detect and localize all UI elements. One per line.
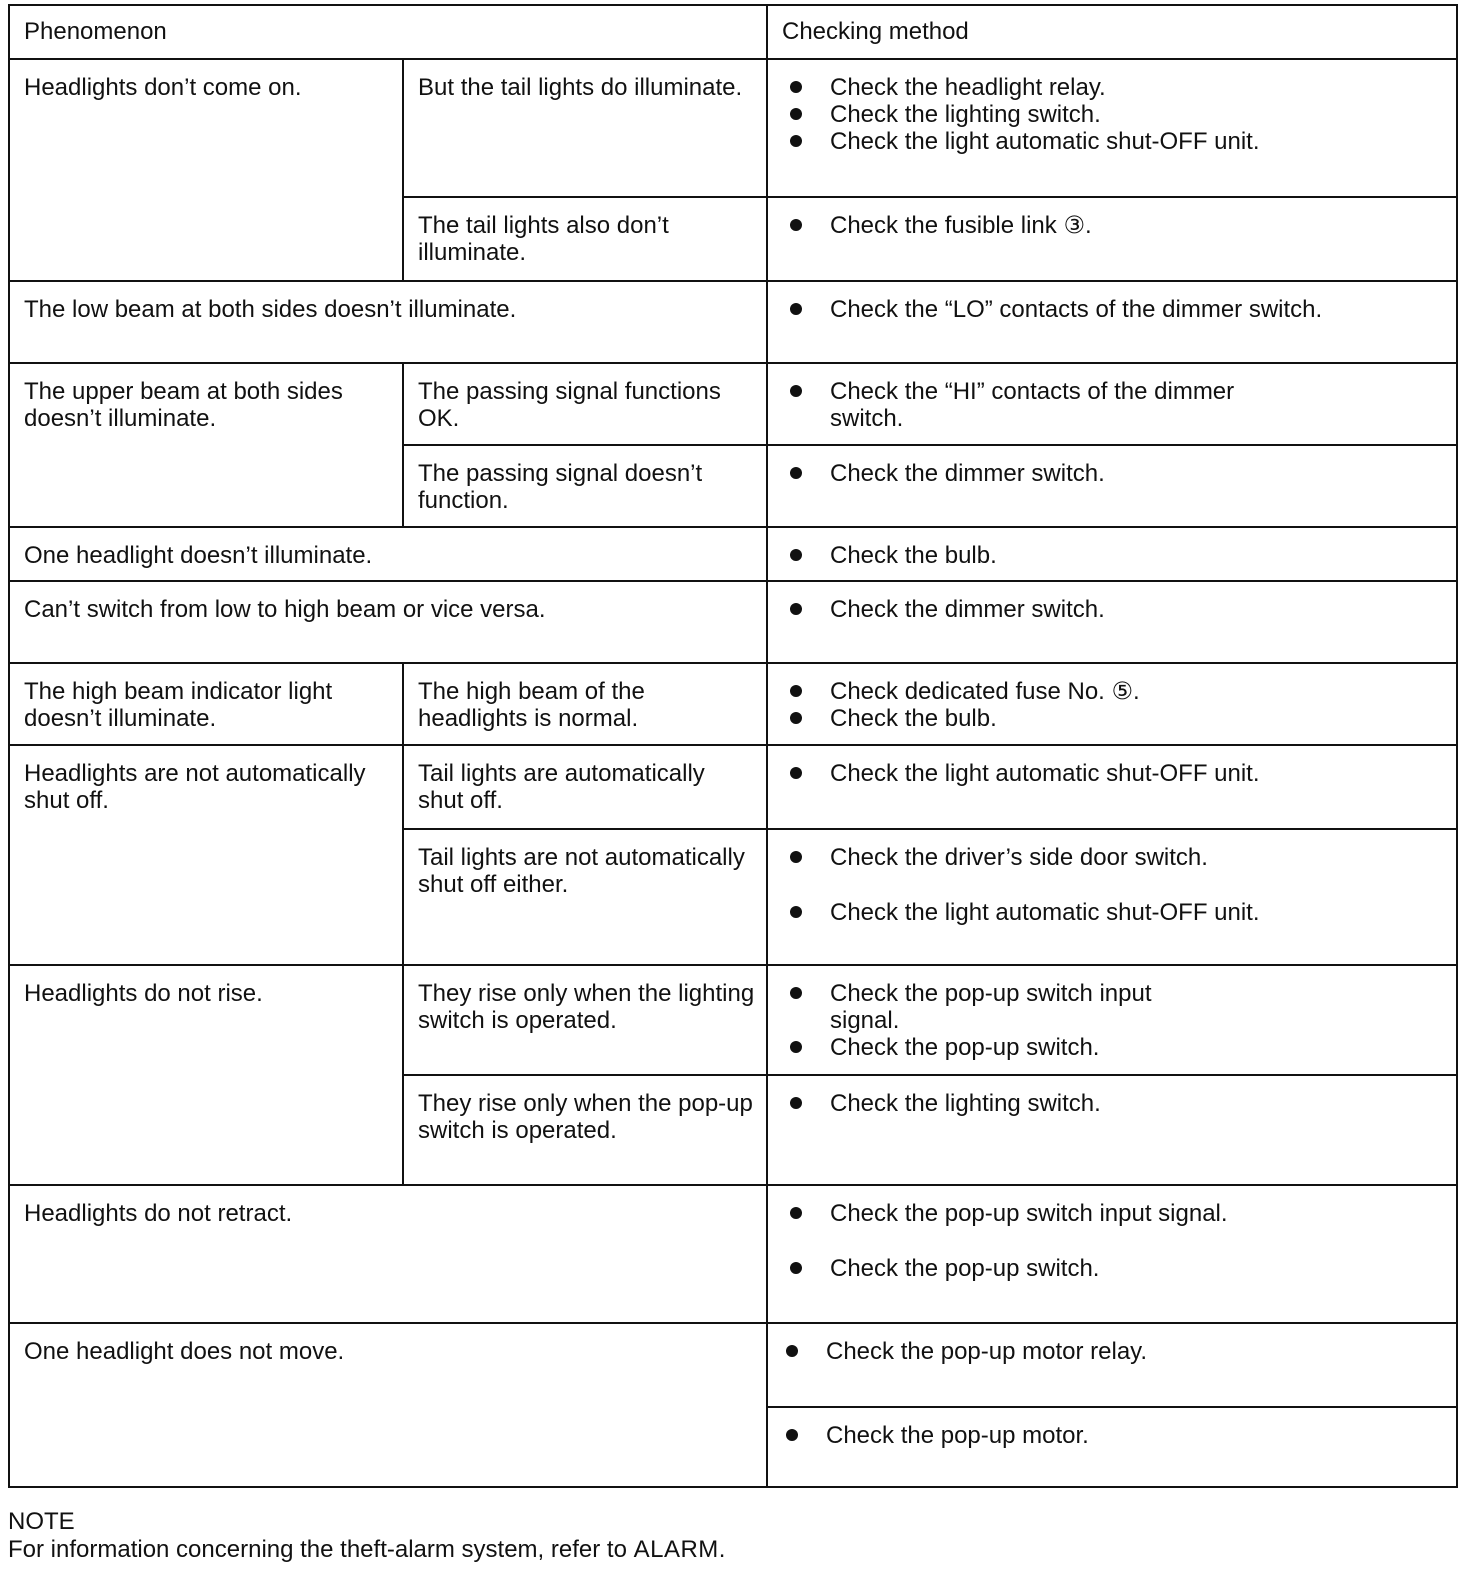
check-cell: [767, 745, 1457, 829]
check-cell: [767, 965, 1457, 1075]
bullet-icon: [790, 906, 802, 918]
check-item: [782, 1090, 1446, 1117]
check-item: [782, 1200, 1446, 1227]
condition-cell: The passing signal doesn’t function.: [403, 445, 767, 527]
check-text: Check the “HI” contacts of the dimmer switch.: [830, 378, 1235, 432]
check-item: [782, 378, 1446, 432]
bullet-icon: [790, 219, 802, 231]
check-item: [778, 1422, 1446, 1449]
check-text: Check the pop-up switch input signal.: [830, 1200, 1228, 1227]
phenomenon-cell: The low beam at both sides doesn’t illuminate.: [9, 281, 767, 363]
check-text: Check the light automatic shut-OFF unit.: [830, 128, 1260, 155]
check-text: Check the headlight relay.: [830, 74, 1106, 101]
bullet-icon: [790, 712, 802, 724]
bullet-icon: [790, 987, 802, 999]
check-text: Check the bulb.: [830, 705, 997, 732]
phenomenon-cell: Headlights don’t come on.: [9, 59, 403, 281]
table-row: [9, 363, 1457, 445]
check-item: [782, 212, 1446, 239]
bullet-icon: [790, 685, 802, 697]
check-item: [778, 1338, 1446, 1365]
note-section: [8, 1508, 725, 1564]
check-cell: [767, 363, 1457, 445]
bullet-icon: [790, 549, 802, 561]
phenomenon-cell: One headlight does not move.: [9, 1323, 767, 1487]
check-text: Check the light automatic shut-OFF unit.: [830, 899, 1260, 926]
bullet-icon: [790, 603, 802, 615]
table-row: [9, 745, 1457, 829]
check-item: [782, 460, 1446, 487]
troubleshooting-table: [8, 4, 1458, 1488]
table-row: [9, 281, 1457, 363]
check-item: [782, 101, 1446, 128]
check-item: [782, 980, 1446, 1034]
phenomenon-cell: One headlight doesn’t illuminate.: [9, 527, 767, 581]
table-row: [9, 965, 1457, 1075]
check-item: [782, 760, 1446, 787]
check-text: Check the fusible link ③.: [830, 212, 1092, 239]
bullet-icon: [790, 1207, 802, 1219]
table-row: [9, 1323, 1457, 1487]
check-text: Check the lighting switch.: [830, 101, 1101, 128]
check-cell: [767, 445, 1457, 527]
bullet-icon: [790, 303, 802, 315]
condition-cell: The tail lights also don’t illuminate.: [403, 197, 767, 281]
condition-cell: Tail lights are not automatically shut off either.: [403, 829, 767, 965]
phenomenon-cell: Headlights do not retract.: [9, 1185, 767, 1323]
note-text: [8, 1536, 725, 1564]
check-item: [782, 128, 1446, 155]
check-cell: [767, 1075, 1457, 1185]
header-checking-method: Checking method: [767, 5, 1457, 59]
phenomenon-cell: The upper beam at both sides doesn’t illuminate.: [9, 363, 403, 527]
condition-cell: Tail lights are automatically shut off.: [403, 745, 767, 829]
check-text: Check dedicated fuse No. ⑤.: [830, 678, 1140, 705]
condition-cell: They rise only when the pop-up switch is operated.: [403, 1075, 767, 1185]
table-row: [9, 527, 1457, 581]
condition-cell: They rise only when the lighting switch is operated.: [403, 965, 767, 1075]
check-text: Check the dimmer switch.: [830, 460, 1105, 487]
check-item: [782, 542, 1446, 569]
check-cell: [767, 197, 1457, 281]
check-item: [782, 844, 1446, 871]
phenomenon-cell: Can’t switch from low to high beam or vice versa.: [9, 581, 767, 663]
check-text: Check the pop-up motor.: [826, 1422, 1089, 1449]
check-item: [782, 296, 1446, 323]
table-row: [9, 1185, 1457, 1323]
check-item: [782, 1034, 1446, 1061]
table-header-row: [9, 5, 1457, 59]
check-text: Check the lighting switch.: [830, 1090, 1101, 1117]
note-reference: ALARM: [633, 1536, 719, 1563]
phenomenon-cell: Headlights do not rise.: [9, 965, 403, 1185]
header-phenomenon: Phenomenon: [9, 5, 767, 59]
bullet-icon: [790, 81, 802, 93]
check-text: Check the pop-up motor relay.: [826, 1338, 1148, 1365]
check-text: Check the dimmer switch.: [830, 596, 1105, 623]
check-item: [782, 678, 1446, 705]
check-text: Check the driver’s side door switch.: [830, 844, 1208, 871]
check-cell: [767, 829, 1457, 965]
check-cell: [767, 1185, 1457, 1323]
table-row: [9, 663, 1457, 745]
check-cell: [767, 581, 1457, 663]
check-cell: [767, 1323, 1457, 1487]
bullet-icon: [790, 1262, 802, 1274]
bullet-icon: [790, 851, 802, 863]
check-item: [782, 596, 1446, 623]
bullet-icon: [786, 1429, 798, 1441]
check-item: [782, 1255, 1446, 1282]
check-text: Check the light automatic shut-OFF unit.: [830, 760, 1260, 787]
check-cell: [767, 59, 1457, 197]
bullet-icon: [790, 1097, 802, 1109]
bullet-icon: [790, 1041, 802, 1053]
condition-cell: The passing signal functions OK.: [403, 363, 767, 445]
note-body: For information concerning the theft-alarm system, refer to: [8, 1536, 627, 1563]
bullet-icon: [790, 467, 802, 479]
check-text: Check the pop-up switch.: [830, 1255, 1100, 1282]
bullet-icon: [790, 108, 802, 120]
condition-cell: But the tail lights do illuminate.: [403, 59, 767, 197]
note-end: .: [718, 1536, 726, 1563]
bullet-icon: [786, 1345, 798, 1357]
note-title: NOTE: [8, 1508, 75, 1535]
phenomenon-cell: The high beam indicator light doesn’t illuminate.: [9, 663, 403, 745]
condition-cell: The high beam of the headlights is normal.: [403, 663, 767, 745]
check-text: Check the pop-up switch input signal.: [830, 980, 1152, 1034]
check-item: [782, 705, 1446, 732]
bullet-icon: [790, 135, 802, 147]
check-cell: [767, 663, 1457, 745]
check-cell: [767, 527, 1457, 581]
check-cell: [767, 281, 1457, 363]
check-item: [782, 899, 1446, 926]
check-text: Check the bulb.: [830, 542, 997, 569]
phenomenon-cell: Headlights are not automatically shut off.: [9, 745, 403, 965]
table-row: [9, 59, 1457, 197]
bullet-icon: [790, 767, 802, 779]
check-text: Check the “LO” contacts of the dimmer switch.: [830, 296, 1323, 323]
check-text: Check the pop-up switch.: [830, 1034, 1100, 1061]
bullet-icon: [790, 385, 802, 397]
check-item: [782, 74, 1446, 101]
table-row: [9, 581, 1457, 663]
